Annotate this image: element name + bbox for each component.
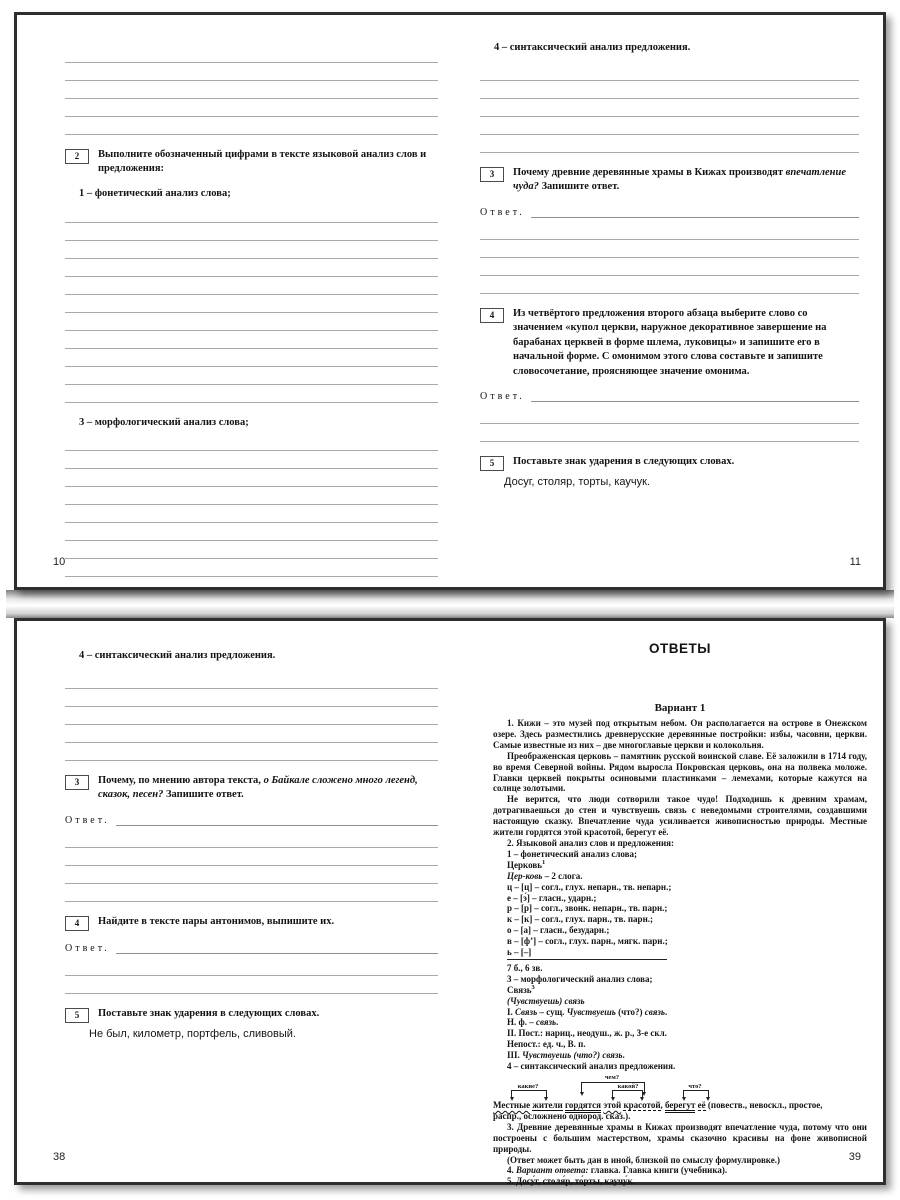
writing-line xyxy=(65,541,438,559)
task-4 xyxy=(65,915,438,931)
page-number-11: 11 xyxy=(849,556,861,568)
writing-line xyxy=(480,81,859,99)
task-4-text: Из четвёртого предложения второго абзаца выберите слово со значением «купол церкви, наружное декоративное завершение на барабанах церквей в форме шлема, луковицы» и запишите его в начальной форме. С омонимом этого слова составьте и запишите словосочетание, проясняющее значение омонима. xyxy=(513,307,827,377)
answer-label: Ответ. xyxy=(480,206,525,218)
answer-line: 1 – фонетический анализ слова; xyxy=(507,848,638,859)
item-4-syntactic: 4 – синтаксический анализ предложения. xyxy=(79,650,276,661)
task-3-number-box: 3 xyxy=(480,167,504,182)
writing-line xyxy=(65,469,438,487)
answer-line: 4 – синтаксический анализ предложения. xyxy=(507,1061,676,1072)
answer-line: о – [а] – гласн., безударн.; xyxy=(507,925,610,936)
question-label-chto: что? xyxy=(688,1083,702,1090)
task-3-number-box: 3 xyxy=(65,775,89,790)
answer-write-line xyxy=(116,825,438,826)
ruled-lines xyxy=(65,958,438,994)
writing-line xyxy=(480,276,859,294)
answer-line: ь – [–] xyxy=(507,947,532,958)
spread-pages-38-39 xyxy=(14,618,886,1185)
task-5-number-box: 5 xyxy=(480,456,504,471)
writing-line xyxy=(480,424,859,442)
page-11 xyxy=(450,15,883,587)
task-3-text: Почему древние деревянные храмы в Кижах производят впечатление чуда? Запишите ответ. xyxy=(513,166,847,193)
answer-label: Ответ. xyxy=(65,814,110,826)
task-3-text: Почему, по мнению автора текста, о Байкале сложено много легенд, сказок, песен? Запишите ответ. xyxy=(98,774,418,801)
answer-line: III. Чувствуешь (что?) связь. xyxy=(507,1050,625,1061)
task-5 xyxy=(480,455,859,471)
writing-line xyxy=(65,313,438,331)
item-1-phonetic: 1 – фонетический анализ слова; xyxy=(79,187,231,199)
writing-line xyxy=(65,63,438,81)
writing-line xyxy=(65,259,438,277)
page-number-10: 10 xyxy=(53,556,66,568)
answer-write-line xyxy=(531,217,859,218)
answer-line: 3. Древние деревянные храмы в Кижах производят впечатление чуда, потому что они построены с большим мастерством, храмы сказочно красивы на фоне живописной природы. xyxy=(493,1121,867,1154)
answer-line: 3 – морфологический анализ слова; xyxy=(507,973,653,984)
answers-header: ОТВЕТЫ xyxy=(649,641,711,656)
writing-line xyxy=(65,45,438,63)
answer-line: 1. Кижи – это музей под открытым небом. Он располагается на острове в Онежском озере. Здесь разместились древнерусские деревянные постройки: избы, часовни, церкви. Самые известные из них – две многоглавые церкви и колокольня. xyxy=(493,718,867,750)
ruled-lines xyxy=(65,433,438,577)
page-38 xyxy=(17,621,450,1182)
ruled-lines xyxy=(480,222,859,294)
answer-line: е – [э́] – гласн., ударн.; xyxy=(507,892,597,903)
writing-line xyxy=(65,433,438,451)
writing-line xyxy=(65,295,438,313)
writing-line xyxy=(65,99,438,117)
answer-line: Связь$^3$ xyxy=(507,983,535,995)
page-number-38: 38 xyxy=(53,1151,66,1163)
answer-line: в – [ф’] – согл., глух. парн., мягк. парн.; xyxy=(507,936,668,947)
answer-row xyxy=(65,933,438,954)
writing-line xyxy=(65,689,438,707)
answer-line: Не верится, что люди сотворили такое чудо! Подходишь к древним храмам, дотрагиваешься до стен и чувствуешь связь с неведомыми строителями, создавшими настоящую сказку. Впечатление чуда усиливается живописностью природы. Местные жители гордятся этой красотой, берегут её. xyxy=(493,794,867,838)
answer-line: р – [р] – согл., звонк. непарн., тв. парн.; xyxy=(507,903,668,914)
answer-line: Церковь$^1$ xyxy=(507,858,546,870)
writing-line xyxy=(65,117,438,135)
task-3 xyxy=(480,166,859,195)
task-3 xyxy=(65,774,438,803)
variant-1-title: Вариант 1 xyxy=(654,702,706,714)
answer-line: распр., осложнено однород. сказ.). xyxy=(493,1110,631,1121)
writing-line xyxy=(65,976,438,994)
writing-line xyxy=(65,707,438,725)
answer-line: Н. ф. – связь. xyxy=(507,1017,559,1028)
writing-line xyxy=(65,223,438,241)
writing-line xyxy=(65,81,438,99)
task-5-text: Поставьте знак ударения в следующих словах. xyxy=(98,1007,320,1019)
item-3-morphological: 3 – морфологический анализ слова; xyxy=(79,416,249,428)
page-number-39: 39 xyxy=(848,1151,861,1163)
answer-line: ц – [ц] – согл., глух. непарн., тв. непарн.; xyxy=(507,881,672,892)
writing-line xyxy=(65,451,438,469)
writing-line xyxy=(65,487,438,505)
syntax-arrow-chto xyxy=(683,1090,709,1097)
item-4-syntactic: 4 – синтаксический анализ предложения. xyxy=(494,42,691,53)
answer-line: 7 б., 6 зв. xyxy=(507,962,543,973)
writing-line xyxy=(65,331,438,349)
writing-line xyxy=(65,884,438,902)
ruled-lines xyxy=(65,830,438,902)
task-5-words: Досуг, столяр, торты, каучук. xyxy=(504,476,650,489)
sum-rule xyxy=(507,959,667,961)
writing-line xyxy=(480,240,859,258)
writing-line xyxy=(480,117,859,135)
writing-line xyxy=(65,725,438,743)
writing-line xyxy=(65,848,438,866)
task-5-text: Поставьте знак ударения в следующих словах. xyxy=(513,456,735,468)
question-label-kakoy: какой? xyxy=(617,1083,639,1090)
writing-line xyxy=(65,743,438,761)
writing-line xyxy=(480,63,859,81)
writing-line xyxy=(480,406,859,424)
writing-line xyxy=(65,866,438,884)
writing-line xyxy=(65,559,438,577)
ruled-lines xyxy=(65,205,438,403)
answer-row xyxy=(480,381,859,402)
question-label-chem: чем? xyxy=(604,1074,620,1081)
syntax-arrow-kakoy xyxy=(612,1090,643,1097)
writing-line xyxy=(480,99,859,117)
writing-line xyxy=(65,958,438,976)
ruled-lines xyxy=(65,45,438,135)
answer-line: I. Связь – сущ. Чувствуешь (что?) связь. xyxy=(507,1006,668,1017)
answer-line: Преображенская церковь – памятник русской воинской славе. Её заложили в 1714 году, во время Северной войны. Рядом выросла Покровская церковь, она на полвека моложе. Главки церквей покрыты осиновыми пластинками – лемехами, которые кажутся на солнце золотыми. xyxy=(493,750,867,794)
answer-write-line xyxy=(531,401,859,402)
answer-line: Непост.: ед. ч., В. п. xyxy=(507,1039,586,1050)
writing-line xyxy=(65,385,438,403)
writing-line xyxy=(65,671,438,689)
question-label-kakie: какие? xyxy=(517,1083,539,1090)
task-2-text: Выполните обозначенный цифрами в тексте языковой анализ слов и предложения: xyxy=(98,149,427,175)
answer-line: (Ответ может быть дан в иной, близкой по смыслу формулировке.) xyxy=(507,1154,781,1165)
answer-line: 2. Языковой анализ слов и предложения: xyxy=(507,837,675,848)
writing-line xyxy=(480,258,859,276)
answer-line: 4. Вариант ответа: главка. Главка книги (учебника). xyxy=(507,1165,728,1176)
answer-line: к – [к] – согл., глух. парн., тв. парн.; xyxy=(507,914,653,925)
answer-line: Местные жители гордятся этой красотой, берегут её (повеств., невоскл., простое, xyxy=(493,1100,867,1111)
task-4-number-box: 4 xyxy=(65,916,89,931)
task-4 xyxy=(480,307,859,379)
answer-row xyxy=(65,805,438,826)
syntax-arrow-kakie xyxy=(511,1090,547,1097)
page-10 xyxy=(17,15,450,587)
task-4-text: Найдите в тексте пары антонимов, выпишите их. xyxy=(98,915,335,927)
writing-line xyxy=(65,205,438,223)
spread-pages-10-11 xyxy=(14,12,886,590)
writing-line xyxy=(65,505,438,523)
task-5-words: Не был, километр, портфель, сливовый. xyxy=(89,1027,296,1040)
answers-text-block xyxy=(493,718,867,1072)
answers-body xyxy=(493,718,867,1187)
answer-line: Цер-ковь – 2 слога. xyxy=(507,870,583,881)
answer-label: Ответ. xyxy=(480,391,525,403)
spread-gap-shadow xyxy=(6,590,894,618)
answer-line: (Чувствуешь) связь xyxy=(507,995,585,1006)
answer-line: 5. Досу́г, столя́р, то́рты, каучу́к. xyxy=(507,1176,635,1187)
writing-line xyxy=(480,135,859,153)
writing-line xyxy=(65,349,438,367)
answer-label: Ответ. xyxy=(65,942,110,954)
task-4-number-box: 4 xyxy=(480,308,504,323)
writing-line xyxy=(65,830,438,848)
task-2-number-box: 2 xyxy=(65,149,89,164)
writing-line xyxy=(65,367,438,385)
task-5 xyxy=(65,1007,438,1023)
writing-line xyxy=(480,222,859,240)
ruled-lines xyxy=(65,671,438,761)
writing-line xyxy=(65,523,438,541)
answers-text-block xyxy=(493,1100,867,1187)
page-39-answers xyxy=(450,621,883,1187)
ruled-lines xyxy=(480,406,859,442)
syntax-diagram xyxy=(493,1075,867,1100)
ruled-lines xyxy=(480,63,859,153)
answer-line: II. Пост.: нариц., неодуш., ж. р., 3-е скл. xyxy=(507,1028,667,1039)
answer-row xyxy=(480,197,859,218)
task-2 xyxy=(65,148,438,177)
writing-line xyxy=(65,241,438,259)
writing-line xyxy=(65,277,438,295)
answer-write-line xyxy=(116,953,438,954)
task-5-number-box: 5 xyxy=(65,1008,89,1023)
